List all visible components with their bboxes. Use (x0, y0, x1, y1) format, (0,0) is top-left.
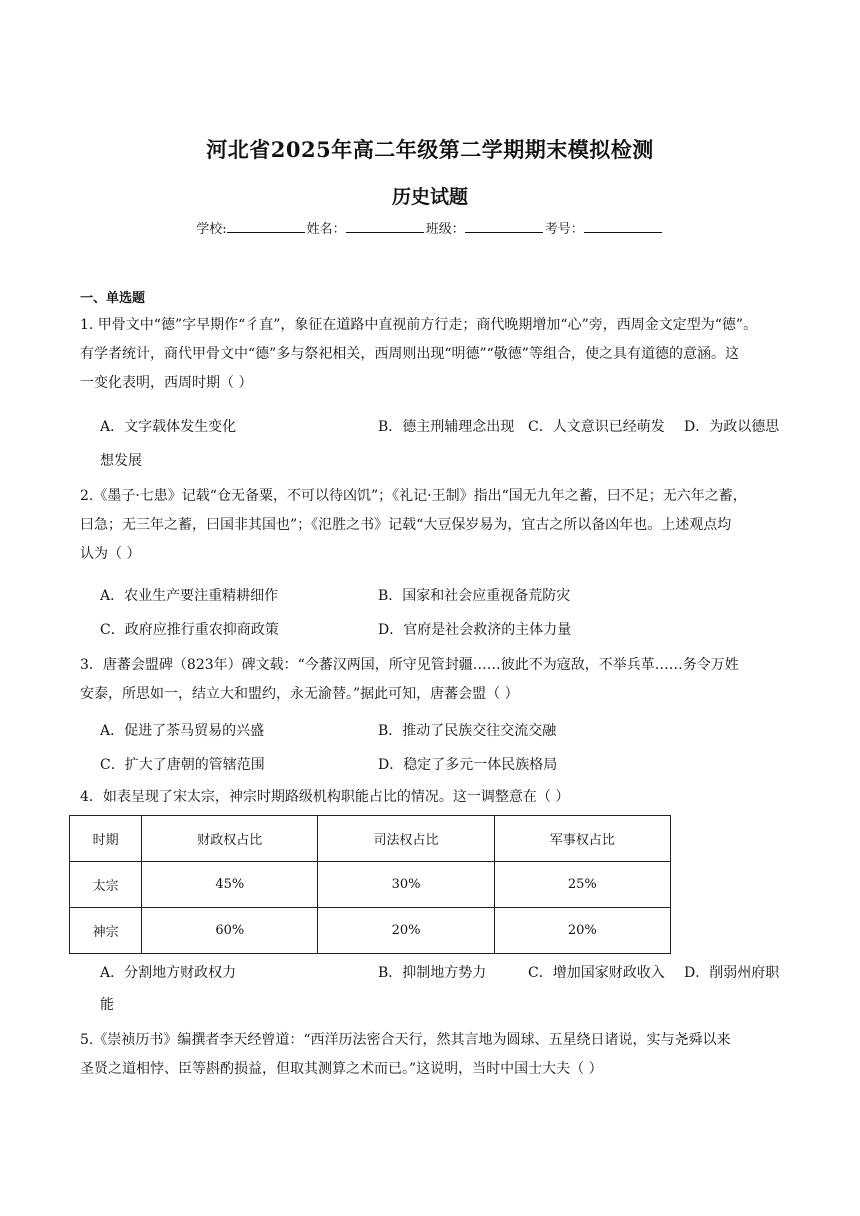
q2-option-a: A．农业生产要注重精耕细作 (100, 588, 279, 604)
id-blank (584, 220, 662, 233)
q1-option-d-cont: 想发展 (100, 453, 142, 469)
student-info-line (0, 218, 860, 237)
table-row (70, 862, 671, 908)
section-heading: 一、单选题 (80, 291, 146, 306)
table-header-cell: 军事权占比 (494, 816, 670, 862)
question-1-line: 有学者统计，商代甲骨文中“德”多与祭祀相关，西周则出现“明德”“敬德”等组合，使之具有道德的意涵。这 (80, 346, 739, 362)
name-label: 姓名： (306, 222, 346, 237)
q2-option-b: B．国家和社会应重视备荒防灾 (378, 588, 571, 604)
table-header-row (70, 816, 671, 862)
school-blank (227, 220, 305, 233)
q4-option-c: C．增加国家财政收入 (528, 965, 665, 981)
q4-option-a: A．分割地方财政权力 (100, 965, 237, 981)
question-3 (80, 651, 784, 709)
question-4-line: 4．如表呈现了宋太宗，神宗时期路级机构职能占比的情况。这一调整意在（ ） (80, 789, 570, 805)
exam-subtitle: 历史试题 (391, 186, 468, 208)
q3-option-b: B．推动了民族交往交流交融 (378, 723, 557, 739)
question-3-line: 安泰，所思如一，结立大和盟约，永无渝替。”据此可知，唐蕃会盟（ ） (80, 686, 519, 702)
table-row (70, 908, 671, 954)
table-cell: 20% (318, 908, 494, 954)
table-cell: 神宗 (70, 908, 142, 954)
question-5 (80, 1026, 784, 1084)
q3-option-a: A．促进了茶马贸易的兴盛 (100, 723, 265, 739)
table-header-cell: 财政权占比 (142, 816, 318, 862)
table-cell: 45% (142, 862, 318, 908)
q4-option-b: B．抑制地方势力 (378, 965, 487, 981)
table-header-cell: 司法权占比 (318, 816, 494, 862)
table-header-cell: 时期 (70, 816, 142, 862)
table-cell: 20% (494, 908, 670, 954)
question-1-line: 一变化表明，西周时期（ ） (80, 375, 253, 391)
table-cell: 25% (494, 862, 670, 908)
question-3-line: 3．唐蕃会盟碑（823年）碑文载：“今蕃汉两国，所守见管封疆……彼此不为寇敌，不举兵革……务令万姓 (80, 657, 739, 673)
question-5-line: 圣贤之道相悖、臣等斟酌损益，但取其测算之术而已。”这说明，当时中国士大夫（ ） (80, 1061, 603, 1077)
table-cell: 30% (318, 862, 494, 908)
table-cell: 太宗 (70, 862, 142, 908)
question-5-line: 5.《崇祯历书》编撰者李天经曾道：“西洋历法密合天行，然其言地为圆球、五星绕日诸说，实与尧舜以来 (80, 1032, 731, 1048)
q1-option-d: D．为政以德思 (684, 419, 780, 435)
class-label: 班级： (425, 222, 465, 237)
question-4 (80, 783, 784, 812)
q3-option-c: C．扩大了唐朝的管辖范围 (100, 757, 265, 773)
table-cell: 60% (142, 908, 318, 954)
q4-option-d: D．削弱州府职 (684, 965, 780, 981)
question-1 (80, 311, 784, 398)
question-2-line: 2.《墨子·七患》记载“仓无备粟，不可以待凶饥”；《礼记·王制》指出“国无九年之蓄，曰不足；无六年之蓄， (80, 488, 747, 504)
school-label: 学校: (196, 222, 227, 237)
q1-option-b: B．德主刑辅理念出现 (378, 419, 515, 435)
class-blank (465, 220, 543, 233)
question-2-line: 曰急；无三年之蓄，曰国非其国也”；《氾胜之书》记载“大豆保岁易为，宜古之所以备凶年也。上述观点均 (80, 517, 732, 533)
q1-option-c: C．人文意识已经萌发 (528, 419, 665, 435)
question-2 (80, 482, 784, 569)
q1-option-a: A．文字载体发生变化 (100, 419, 237, 435)
data-table (69, 815, 671, 954)
id-label: 考号： (544, 222, 584, 237)
name-blank (346, 220, 424, 233)
question-1-line: 1. 甲骨文中“德”字早期作“彳直”，象征在道路中直视前方行走；商代晚期增加“心”旁，西周金文定型为“德”。 (80, 317, 758, 333)
q2-option-d: D．官府是社会救济的主体力量 (378, 622, 572, 638)
exam-title: 河北省2025年高二年级第二学期期末模拟检测 (206, 137, 654, 162)
q2-option-c: C．政府应推行重农抑商政策 (100, 622, 279, 638)
question-2-line: 认为（ ） (80, 546, 141, 562)
q4-option-d-cont: 能 (100, 997, 114, 1013)
q3-option-d: D．稳定了多元一体民族格局 (378, 757, 558, 773)
